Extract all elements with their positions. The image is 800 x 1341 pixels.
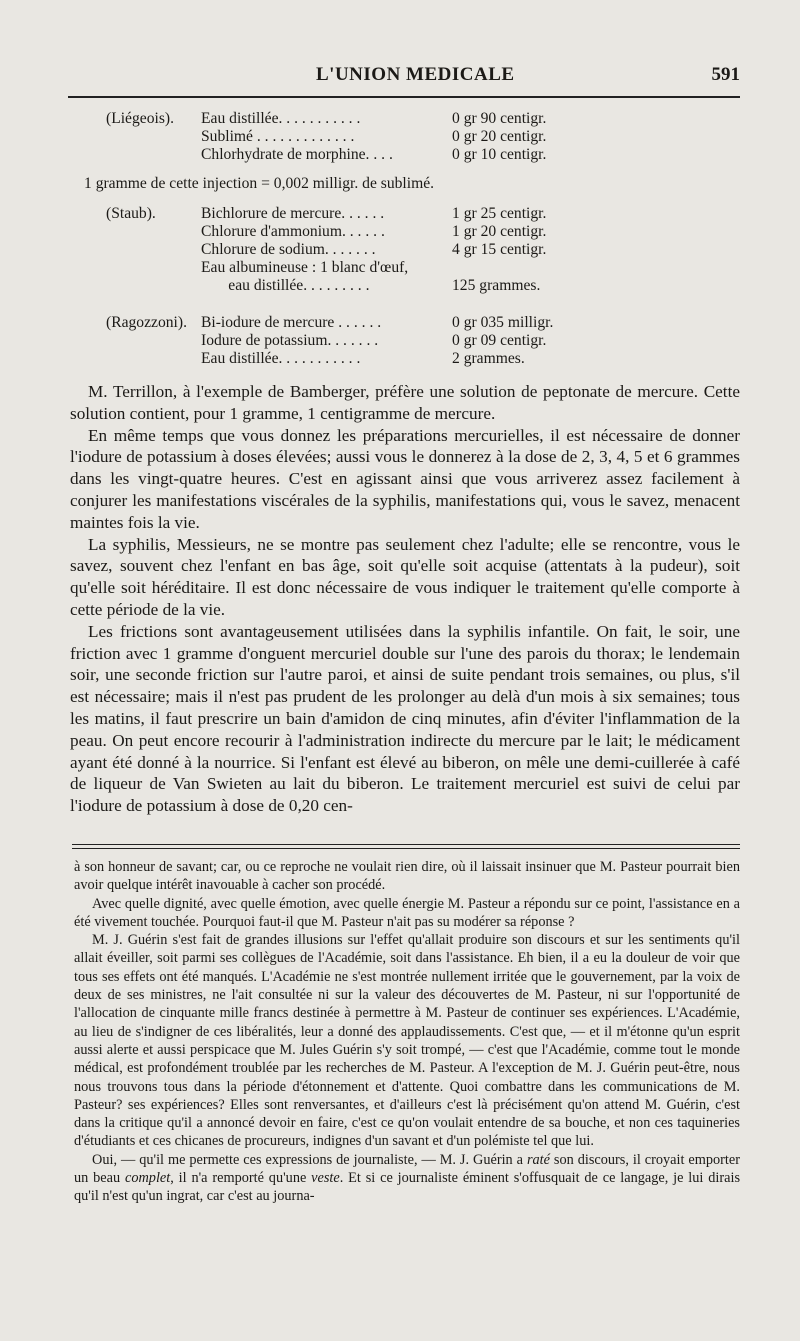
- formula-row: [0, 314, 800, 332]
- ingredient: Chlorure d'ammonium. . . . . .: [201, 223, 385, 240]
- feuilleton-text: [74, 858, 740, 1206]
- formula-row: [0, 110, 800, 128]
- dose: 125 grammes.: [452, 277, 541, 294]
- dose: 0 gr 035 milligr.: [452, 314, 554, 331]
- formula-row: [0, 128, 800, 146]
- dose: 2 grammes.: [452, 350, 525, 367]
- dose: 4 gr 15 centigr.: [452, 241, 547, 258]
- feuilleton-paragraph: Avec quelle dignité, avec quelle émotion, avec quelle énergie M. Pasteur a répondu sur ce point, l'assistance en a été vivement touchée. Pourquoi faut-il que M. Pasteur n'ait pas su modérer sa réponse ?: [74, 895, 740, 930]
- feuilleton-rule: [72, 844, 740, 849]
- formula-row: [0, 223, 800, 241]
- text-run: son discours, il croyait emporter un beau: [74, 1151, 740, 1187]
- ingredient: eau distillée. . . . . . . . .: [201, 277, 370, 294]
- feuilleton-continuation: à son honneur de savant; car, ou ce reproche ne voulait rien dire, où il laissait insinuer que M. Pasteur pourrait bien avoir quelque intérêt inavouable à cacher son procédé.: [74, 859, 740, 894]
- ingredient: Iodure de potassium. . . . . . .: [201, 332, 379, 349]
- formula-row: [0, 350, 800, 368]
- italic-word: veste: [311, 1170, 340, 1187]
- body-paragraph: M. Terrillon, à l'exemple de Bamberger, préfère une solution de peptonate de mercure. Cette solution contient, pour 1 gramme, 1 centigramme de mercure.: [70, 382, 740, 423]
- text-run: , il n'a remporté qu'une: [170, 1170, 312, 1187]
- formula-row: [0, 241, 800, 259]
- body-paragraph: En même temps que vous donnez les préparations mercurielles, il est nécessaire de donner l'iodure de potassium à doses élevées; aussi vous le donnerez à la dose de 2, 3, 4, 5 et 6 grammes dans les vingt-quatre heures. C'est en agissant ainsi que vous arriverez assez facilement à conjurer les manifestations viscérales de la syphilis, manifestations qui, vous le savez, menacent maintes fois la vie.: [70, 425, 740, 532]
- feuilleton-paragraph: M. J. Guérin s'est fait de grandes illusions sur l'effet qu'allait produire son discours et sur les sentiments qu'il allait éveiller, soit parmi ses collègues de l'Académie, soit dans l'assistance. Eh bien, il a eu la douleur de voir que tous ses effets ont été manqués. L'Académie ne s'est montrée nullement irritée que le gouvernement, par la voix de deux de ses ministres, ne l'ait consultée ni sur la valeur des découvertes de M. Pasteur, ni sur l'opportunité de l'allocation de cinquante mille francs destinée à permettre à M. Pasteur de continuer ses expériences. L'Académie, au lieu de s'indigner de ces libéralités, leur a donné des applaudissements. C'est que, — et il m'étonne qu'un esprit aussi alerte et aussi perspicace que M. Jules Guérin s'y soit trompé, — c'est que l'Académie, comme tout le monde médical, est profondément troublée par les recherches de M. Pasteur. A l'exception de M. J. Guérin peut-être, nous nous trouvons tous dans la période d'étonnement et d'attente. Quoi combattre dans les communications de M. Pasteur? ses expériences? Elles sont renversantes, et d'ailleurs c'est là précisément qu'on attend M. Guérin, c'est dans la critique qu'il a annoncé devoir en faire, c'est ce qu'on voulait entendre de sa bouche, et non ces taquineries d'étudiants et ces chicanes de procureurs, indignes d'un savant et d'un polémiste tel que lui.: [74, 932, 740, 1150]
- ingredient: Eau distillée. . . . . . . . . . .: [201, 350, 361, 367]
- ingredient: Sublimé . . . . . . . . . . . . .: [201, 128, 355, 145]
- ingredient: Chlorhydrate de morphine. . . .: [201, 146, 393, 163]
- formula-row: [0, 332, 800, 350]
- text-run: . Et si ce journaliste éminent s'offusquait de ce langage, je lui dirais qu'il n'est qu'un ingrat, car c'est au journa-: [74, 1170, 741, 1205]
- italic-word: raté: [526, 1151, 550, 1168]
- formula-source: (Staub).: [106, 205, 156, 222]
- dose: 1 gr 25 centigr.: [452, 205, 547, 222]
- header-rule: [68, 96, 740, 98]
- body-paragraph: La syphilis, Messieurs, ne se montre pas seulement chez l'adulte; elle se rencontre, vous le savez, souvent chez l'enfant en bas âge, soit qu'elle soit acquise (attentats à la pudeur), soit qu'elle soit héréditaire. Il est donc nécessaire de vous indiquer le traitement qu'elle comporte à cette période de la vie.: [70, 534, 740, 619]
- italic-word: complet: [124, 1170, 171, 1187]
- page-header: [70, 64, 740, 86]
- dose: 0 gr 20 centigr.: [452, 128, 547, 145]
- formula-source: (Liégeois).: [106, 110, 174, 127]
- formula-row: [0, 205, 800, 223]
- main-text: [70, 381, 740, 817]
- formula-row: [0, 146, 800, 164]
- page-number: 591: [711, 64, 740, 85]
- formula-ragozzoni: [0, 314, 800, 368]
- formula-row: [0, 277, 800, 295]
- feuilleton-last-paragraph: [74, 1151, 740, 1206]
- dose: 0 gr 10 centigr.: [452, 146, 547, 163]
- ingredient: Bichlorure de mercure. . . . . .: [201, 205, 385, 222]
- formula-liegeois: [0, 110, 800, 164]
- formula-staub: [0, 205, 800, 295]
- ingredient: Eau albumineuse : 1 blanc d'œuf,: [201, 259, 409, 276]
- body-paragraph: Les frictions sont avantageusement utilisées dans la syphilis infantile. On fait, le soir, une friction avec 1 gramme d'onguent mercuriel double sur l'une des parois du thorax; le lendemain soir, une seconde friction sur l'autre paroi, et ainsi de suite pendant trois semaines, ou plus, s'il est nécessaire; mais il n'est pas prudent de les prolonger au delà d'un mois à six semaines; tous les matins, il faut prescrire un bain d'amidon de cinq minutes, afin d'éviter l'inflammation de la peau. On peut encore recourir à l'administration indirecte du mercure par le lait; le médicament ayant été donné à la nourrice. Si l'enfant est élevé au biberon, on mêle une demi-cuillerée à café de liqueur de Van Swieten au lait du biberon. Le traitement mercuriel est suivi de celui par l'iodure de potassium à dose de 0,20 cen-: [70, 621, 740, 816]
- ingredient: Eau distillée. . . . . . . . . . .: [201, 110, 361, 127]
- ingredient: Bi-iodure de mercure . . . . . .: [201, 314, 382, 331]
- text-run: Oui, — qu'il me permette ces expressions de journaliste, — M. J. Guérin a: [92, 1151, 527, 1168]
- running-title: L'UNION MEDICALE: [316, 64, 515, 85]
- dose: 0 gr 09 centigr.: [452, 332, 547, 349]
- dose: 1 gr 20 centigr.: [452, 223, 547, 240]
- dose: 0 gr 90 centigr.: [452, 110, 547, 127]
- ingredient: Chlorure de sodium. . . . . . .: [201, 241, 376, 258]
- formula-row: [0, 259, 800, 277]
- injection-note: 1 gramme de cette injection = 0,002 milligr. de sublimé.: [84, 175, 435, 192]
- formula-source: (Ragozzoni).: [106, 314, 187, 331]
